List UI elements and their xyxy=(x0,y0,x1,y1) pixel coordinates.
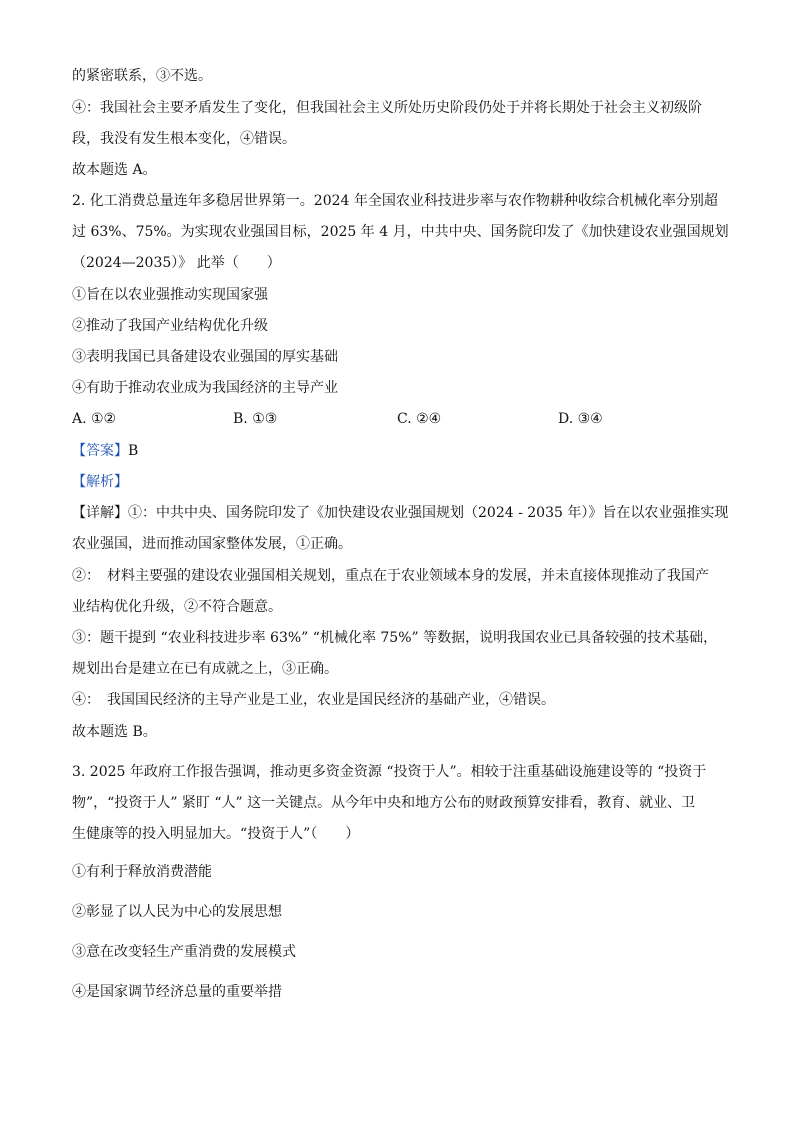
analysis-line xyxy=(72,472,732,492)
detail-text: ①：中共中央、国务院印发了《加快建设农业强国规划（2024 - 2035 年）》旨在以农业强推实现 xyxy=(128,505,729,521)
question-2-statement: ④有助于推动农业成为我国经济的主导产业 xyxy=(72,380,338,396)
question-2-stem: 过 63%、75%。为实现农业强国目标，2025 年 4 月，中共中央、国务院印发了《加快建设农业强国规划 xyxy=(72,224,729,240)
detail-line: ④： 我国国民经济的主导产业是工业，农业是国民经济的基础产业，④错误。 xyxy=(72,692,555,708)
question-2-options xyxy=(72,409,732,429)
text-line: 的紧密联系，③不选。 xyxy=(72,68,212,84)
question-3-statement: ①有利于释放消费潜能 xyxy=(72,864,212,880)
detail-line: 农业强国，进而推动国家整体发展，①正确。 xyxy=(72,536,352,552)
question-2-statement: ③表明我国已具备建设农业强国的厚实基础 xyxy=(72,349,338,365)
detail-line: 规划出台是建立在已有成就之上，③正确。 xyxy=(72,661,338,677)
question-2-stem: 2. 化工消费总量连年多稳居世界第一。2024 年全国农业科技进步率与农作物耕种收综合机械化率分别超 xyxy=(72,193,718,209)
detail-tag: 【详解】 xyxy=(72,505,128,521)
detail-line: 故本题选 B。 xyxy=(72,724,157,740)
question-2-statement: ②推动了我国产业结构优化升级 xyxy=(72,318,268,334)
option-c: C. ②④ xyxy=(397,411,442,427)
question-3-stem: 3. 2025 年政府工作报告强调，推动更多资金资源 “投资于人”。相较于注重基础设施建设等的 “投资于 xyxy=(72,764,707,780)
question-2-stem: （2024—2035）》 此举（ ） xyxy=(72,255,281,271)
detail-line: ②： 材料主要强的建设农业强国相关规划，重点在于农业领域本身的发展，并未直接体现推动了我国产 xyxy=(72,568,709,584)
question-3-stem: 生健康等的投入明显加大。“投资于人”（ ） xyxy=(72,826,360,842)
option-b: B. ①③ xyxy=(233,411,278,427)
answer-line xyxy=(72,441,732,461)
option-a: A. ①② xyxy=(72,411,117,427)
question-3-statement: ②彰显了以人民为中心的发展思想 xyxy=(72,904,282,920)
analysis-tag: 【解析】 xyxy=(72,474,128,490)
question-3-statement: ③意在改变轻生产重消费的发展模式 xyxy=(72,944,296,960)
text-line: 故本题选 A。 xyxy=(72,162,157,178)
text-line: 段，我没有发生根本变化，④错误。 xyxy=(72,131,296,147)
detail-line xyxy=(72,503,732,523)
question-2-statement: ①旨在以农业强推动实现国家强 xyxy=(72,287,268,303)
question-3-stem: 物”，“投资于人” 紧盯 “人” 这一关键点。从今年中央和地方公布的财政预算安排看，教育、就业、卫 xyxy=(72,795,696,811)
detail-line: ③：题干提到 “农业科技进步率 63%” “机械化率 75%” 等数据，说明我国农业已具备较强的技术基础， xyxy=(72,630,718,646)
answer-value: B xyxy=(128,443,139,459)
option-d: D. ③④ xyxy=(558,411,603,427)
question-3-statement: ④是国家调节经济总量的重要举措 xyxy=(72,984,282,1000)
text-line: ④：我国社会主要矛盾发生了变化，但我国社会主义所处历史阶段仍处于并将长期处于社会主义初级阶 xyxy=(72,100,702,116)
answer-tag: 【答案】 xyxy=(72,443,128,459)
detail-line: 业结构优化升级，②不符合题意。 xyxy=(72,599,282,615)
